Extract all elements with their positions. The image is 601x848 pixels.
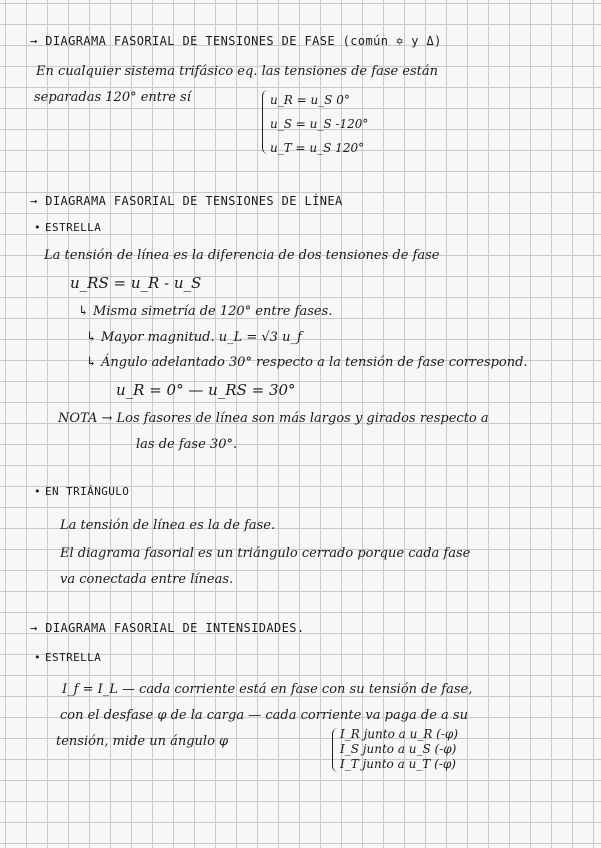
subheading-triangle: • EN TRIÁNGULO	[34, 484, 129, 500]
text-line: va conectada entre líneas.	[60, 572, 234, 587]
section-title-phase-voltages: → DIAGRAMA FASORIAL DE TENSIONES DE FASE (común ✡ y Δ)	[30, 34, 442, 48]
text-line: El diagrama fasorial es un triángulo cerrado porque cada fase	[60, 546, 471, 561]
formula: I_f = I_L — cada corriente está en fase con su tensión de fase,	[62, 682, 473, 697]
text-line: separadas 120° entre sí	[34, 90, 191, 105]
subheading-star: • ESTRELLA	[34, 220, 101, 236]
section-title-line-voltages: → DIAGRAMA FASORIAL DE TENSIONES DE LÍNEA	[30, 194, 343, 208]
equation: u_R = u_S 0°	[270, 93, 350, 107]
bullet-line: ↳ Mayor magnitud. u_L = √3 u_f	[86, 330, 302, 345]
note-line: las de fase 30°.	[136, 437, 238, 452]
text-line: La tensión de línea es la de fase.	[60, 518, 276, 533]
angles-line: u_R = 0° — u_RS = 30°	[116, 381, 296, 399]
equation: u_S = u_S -120°	[270, 117, 369, 131]
formula: u_RS = u_R - u_S	[70, 274, 202, 292]
text-line: con el desfase φ de la carga — cada corriente va paga de a su	[60, 708, 468, 723]
equation: I_T junto a u_T (-φ)	[340, 757, 456, 771]
text-line: tensión, mide un ángulo φ	[56, 734, 229, 749]
note-line: NOTA → Los fasores de línea son más largos y girados respecto a	[58, 411, 489, 426]
text-line: En cualquier sistema trifásico eq. las tensiones de fase están	[36, 64, 439, 79]
equation: u_T = u_S 120°	[270, 141, 365, 155]
bullet-line: ↳ Misma simetría de 120° entre fases.	[78, 304, 333, 319]
subheading-star: • ESTRELLA	[34, 650, 101, 666]
equation: I_S junto a u_S (-φ)	[340, 742, 457, 756]
text-line: La tensión de línea es la diferencia de dos tensiones de fase	[44, 248, 440, 263]
bullet-line: ↳ Ángulo adelantado 30° respecto a la tensión de fase correspond.	[86, 355, 528, 370]
section-title-currents: → DIAGRAMA FASORIAL DE INTENSIDADES.	[30, 621, 305, 635]
equation: I_R junto a u_R (-φ)	[340, 727, 458, 741]
